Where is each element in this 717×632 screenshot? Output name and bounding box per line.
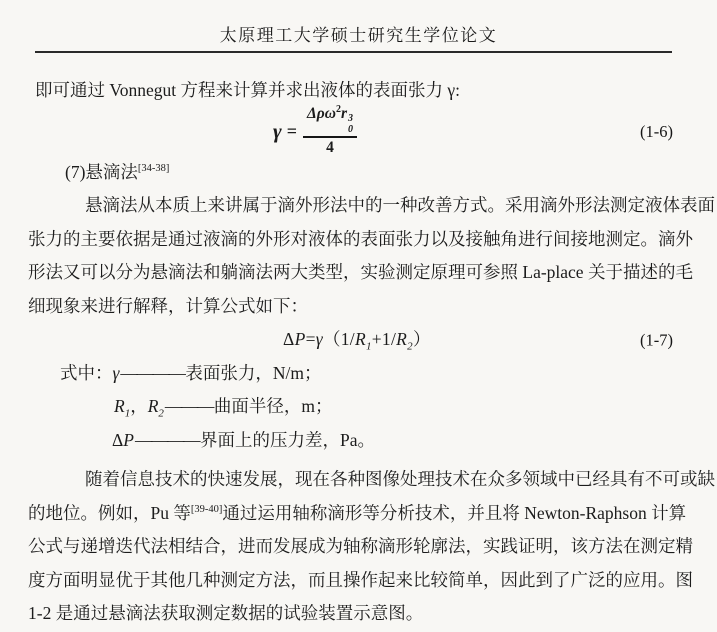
equation-1-7 bbox=[28, 323, 690, 357]
header-divider bbox=[35, 51, 672, 53]
open-paren: （1/ bbox=[322, 329, 355, 349]
where-prefix: 式中： bbox=[60, 362, 113, 383]
equation-1-7-body bbox=[283, 329, 431, 353]
r-symbol: r bbox=[340, 105, 347, 123]
citation-refs: [39-40] bbox=[190, 503, 223, 515]
gamma-symbol: γ bbox=[112, 362, 120, 383]
r-superscript: 3 bbox=[347, 113, 353, 125]
section-number: (7) bbox=[65, 161, 86, 182]
paragraph-line: 细现象来进行解释，计算公式如下： bbox=[28, 295, 308, 316]
plus-term: +1/ bbox=[371, 329, 397, 349]
text-segment: 通过运用轴称滴形等分析技术，并且将 Newton-Raphson 计算 bbox=[222, 502, 687, 523]
r2-symbol: R bbox=[147, 396, 159, 416]
omega-exponent: 2 bbox=[335, 104, 341, 116]
where-clause-radii bbox=[28, 390, 690, 424]
paragraph-line: 形法又可以分为悬滴法和躺滴法两大类型，实验测定原理可参照 La-place 关于描述的毛 bbox=[28, 262, 693, 282]
fraction-denominator: 4 bbox=[326, 139, 334, 157]
gamma-symbol: γ bbox=[315, 329, 323, 349]
paragraph-line bbox=[28, 497, 690, 531]
where-clause-delta-p bbox=[28, 424, 690, 458]
section-title: 悬滴法 bbox=[85, 161, 138, 182]
delta-symbol: Δ bbox=[112, 429, 124, 450]
intro-line: 即可通过 Vonnegut 方程来计算并求出液体的表面张力 γ: bbox=[35, 80, 460, 100]
page-header-title: 太原理工大学硕士研究生学位论文 bbox=[219, 26, 498, 45]
equation-1-6 bbox=[28, 104, 690, 157]
numerator-symbols: Δρω bbox=[307, 105, 336, 123]
delta-symbol: Δ bbox=[283, 329, 295, 349]
equation-number: (1-6) bbox=[640, 121, 673, 141]
text-segment: 的地位。例如，Pu 等 bbox=[28, 502, 191, 523]
equals-sign: = bbox=[286, 121, 298, 141]
dash-leader: ——— bbox=[164, 396, 213, 416]
paragraph-line: 度方面明显优于其他几种测定方法，而且操作起来比较简单，因此到了广泛的应用。图 bbox=[28, 569, 693, 590]
paragraph-line: 1-2 是通过悬滴法获取测定数据的试验装置示意图。 bbox=[28, 603, 424, 623]
gamma-symbol: γ bbox=[273, 119, 282, 143]
dash-leader: ———— bbox=[134, 429, 199, 450]
r2-subscript: 2 bbox=[407, 340, 413, 353]
close-paren: ） bbox=[412, 329, 431, 349]
r1-subscript: 1 bbox=[365, 340, 372, 353]
separator: ， bbox=[130, 396, 148, 416]
fraction bbox=[303, 105, 357, 157]
section-heading bbox=[28, 156, 690, 190]
r1-subscript: 1 bbox=[124, 407, 131, 420]
paragraph-line: 张力的主要依据是通过液滴的外形对液体的表面张力以及接触角进行间接地测定。滴外 bbox=[28, 228, 693, 249]
citation-refs: [34-38] bbox=[137, 162, 170, 174]
equation-number: (1-7) bbox=[640, 330, 673, 349]
page-content bbox=[28, 74, 715, 631]
r1-symbol: R bbox=[114, 396, 125, 416]
pressure-symbol: P bbox=[123, 429, 134, 450]
r2-subscript: 2 bbox=[158, 407, 164, 420]
where-clause-gamma bbox=[28, 357, 690, 391]
dash-leader: ———— bbox=[120, 362, 185, 383]
r-subscript: 0 bbox=[347, 123, 353, 135]
pressure-symbol: P bbox=[294, 329, 306, 349]
r2-symbol: R bbox=[396, 329, 408, 349]
definition-text: 曲面半径，m； bbox=[213, 396, 333, 416]
definition-text: 表面张力，N/m； bbox=[185, 362, 322, 383]
paragraph-line: 公式与递增迭代法相结合，进而发展成为轴称滴形轮廓法，实践证明，该方法在测定精 bbox=[28, 536, 693, 556]
equals-sign: = bbox=[305, 329, 316, 349]
paragraph-line: 随着信息技术的快速发展，现在各种图像处理技术在众多领域中已经具有不可或缺 bbox=[85, 469, 715, 489]
fraction-numerator bbox=[303, 105, 357, 138]
paragraph-line: 悬滴法从本质上来讲属于滴外形法中的一种改善方式。采用滴外形法测定液体表面 bbox=[85, 195, 715, 215]
r-sup-sub bbox=[347, 114, 353, 135]
r1-symbol: R bbox=[354, 329, 366, 349]
definition-text: 界面上的压力差，Pa。 bbox=[199, 429, 375, 450]
